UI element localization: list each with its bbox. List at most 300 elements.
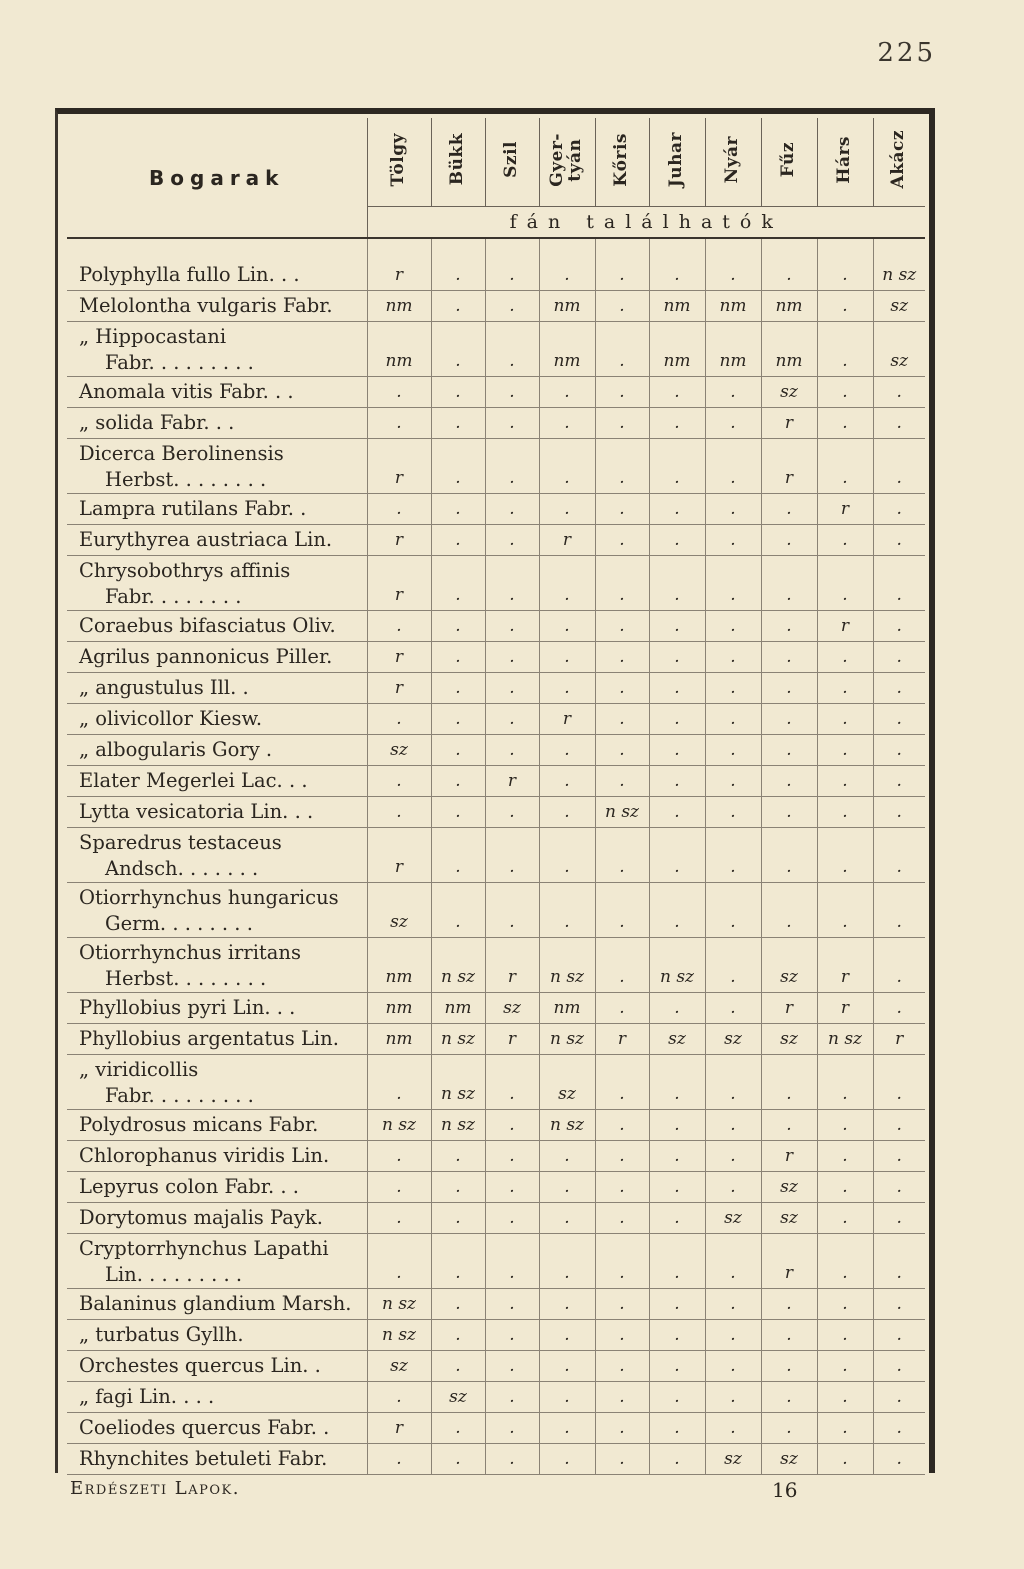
occurrence-cell: . [431, 377, 485, 408]
occurrence-cell: . [485, 797, 539, 828]
occurrence-cell: . [485, 704, 539, 735]
occurrence-cell: . [431, 828, 485, 883]
occurrence-cell: n sz [539, 1024, 595, 1055]
table-row [67, 1110, 925, 1141]
occurrence-cell: . [649, 704, 705, 735]
occurrence-cell: . [649, 1141, 705, 1172]
row-header: Bogarak [67, 118, 367, 238]
column-header-szil: Szil [485, 118, 539, 207]
species-name [67, 993, 367, 1024]
occurrence-cell: . [649, 1413, 705, 1444]
occurrence-cell: sz [367, 735, 431, 766]
species-name [67, 1110, 367, 1141]
occurrence-cell: sz [705, 1203, 761, 1234]
species-name-line: Melolontha vulgaris Fabr. [79, 294, 333, 317]
species-name-line: „ angustulus Ill. . [79, 676, 249, 699]
occurrence-cell: . [817, 1351, 873, 1382]
occurrence-cell: . [539, 1444, 595, 1475]
occurrence-cell: . [873, 1351, 925, 1382]
occurrence-cell: . [539, 797, 595, 828]
species-name-line: Phyllobius pyri Lin. . . [79, 996, 296, 1019]
occurrence-cell: . [705, 556, 761, 611]
occurrence-cell: nm [761, 322, 817, 377]
table-row [67, 735, 925, 766]
occurrence-cell: . [873, 766, 925, 797]
table-row [67, 260, 925, 291]
table-row [67, 1234, 925, 1289]
occurrence-cell: . [485, 1382, 539, 1413]
occurrence-cell: . [705, 828, 761, 883]
occurrence-cell: r [485, 938, 539, 993]
species-name-line-2: Herbst. . . . . . . . [105, 967, 267, 990]
species-name-line: Rhynchites betuleti Fabr. [79, 1447, 328, 1470]
occurrence-cell: nm [705, 322, 761, 377]
occurrence-cell: . [873, 1444, 925, 1475]
occurrence-cell: . [705, 1382, 761, 1413]
species-name [67, 494, 367, 525]
table-row [67, 938, 925, 993]
occurrence-cell: n sz [431, 1055, 485, 1110]
occurrence-cell: nm [367, 291, 431, 322]
occurrence-cell: . [595, 322, 649, 377]
occurrence-cell: . [705, 525, 761, 556]
occurrence-cell: . [761, 611, 817, 642]
occurrence-cell: . [705, 993, 761, 1024]
occurrence-cell: . [705, 1055, 761, 1110]
occurrence-cell: . [539, 1351, 595, 1382]
occurrence-cell: . [539, 1172, 595, 1203]
table-row [67, 1351, 925, 1382]
occurrence-cell: . [761, 494, 817, 525]
occurrence-cell: . [761, 1382, 817, 1413]
occurrence-cell: . [873, 525, 925, 556]
occurrence-cell: . [817, 704, 873, 735]
occurrence-cell: sz [367, 883, 431, 938]
species-name-line: Otiorrhynchus hungaricus [79, 886, 339, 909]
species-name-line: Coeliodes quercus Fabr. . [79, 1416, 330, 1439]
table-row [67, 1444, 925, 1475]
occurrence-cell: r [761, 408, 817, 439]
occurrence-cell: . [539, 260, 595, 291]
occurrence-cell: . [873, 828, 925, 883]
occurrence-cell: . [873, 611, 925, 642]
column-subheader: fán találhatók [367, 207, 925, 239]
occurrence-cell: r [367, 1413, 431, 1444]
species-name-line: „ fagi Lin. . . . [79, 1385, 215, 1408]
occurrence-cell: sz [873, 291, 925, 322]
occurrence-cell: . [761, 1289, 817, 1320]
occurrence-cell: . [705, 1141, 761, 1172]
occurrence-cell: . [485, 1320, 539, 1351]
occurrence-cell: . [431, 556, 485, 611]
occurrence-cell: . [595, 642, 649, 673]
occurrence-cell: . [595, 1234, 649, 1289]
species-name-line: Lampra rutilans Fabr. . [79, 497, 307, 520]
occurrence-cell: . [705, 938, 761, 993]
occurrence-cell: . [817, 1413, 873, 1444]
occurrence-cell: r [761, 1234, 817, 1289]
species-name [67, 938, 367, 993]
occurrence-cell: . [817, 797, 873, 828]
occurrence-cell: . [761, 797, 817, 828]
occurrence-cell: . [595, 1172, 649, 1203]
species-name [67, 797, 367, 828]
species-name-line-2: Herbst. . . . . . . . [105, 468, 267, 491]
occurrence-cell: nm [705, 291, 761, 322]
occurrence-cell: r [873, 1024, 925, 1055]
occurrence-cell: r [367, 260, 431, 291]
table-row [67, 1141, 925, 1172]
occurrence-cell: . [649, 828, 705, 883]
occurrence-cell: . [367, 1203, 431, 1234]
occurrence-cell: . [485, 408, 539, 439]
species-name-line: Lepyrus colon Fabr. . . [79, 1175, 299, 1198]
species-name [67, 1320, 367, 1351]
occurrence-cell: . [431, 1351, 485, 1382]
occurrence-cell: . [485, 1444, 539, 1475]
species-name [67, 611, 367, 642]
species-name [67, 377, 367, 408]
occurrence-cell: . [367, 1141, 431, 1172]
occurrence-cell: nm [367, 938, 431, 993]
occurrence-cell: . [761, 766, 817, 797]
table-row [67, 1024, 925, 1055]
occurrence-cell: . [873, 673, 925, 704]
occurrence-cell: . [431, 260, 485, 291]
occurrence-cell: . [367, 766, 431, 797]
occurrence-cell: . [431, 883, 485, 938]
table-row [67, 322, 925, 377]
species-name-line: „ solida Fabr. . . [79, 411, 235, 434]
occurrence-cell: . [817, 1234, 873, 1289]
occurrence-cell: . [431, 642, 485, 673]
species-name-line-2: Fabr. . . . . . . . . [105, 1084, 254, 1107]
occurrence-cell: . [431, 1141, 485, 1172]
occurrence-cell: sz [873, 322, 925, 377]
occurrence-cell: . [649, 673, 705, 704]
occurrence-cell: . [539, 1413, 595, 1444]
species-name [67, 1141, 367, 1172]
occurrence-cell: . [539, 1289, 595, 1320]
occurrence-cell: . [539, 439, 595, 494]
occurrence-cell: . [595, 1289, 649, 1320]
species-name-line: Orchestes quercus Lin. . [79, 1354, 321, 1377]
occurrence-cell: . [595, 291, 649, 322]
occurrence-cell: . [817, 1110, 873, 1141]
occurrence-cell: . [761, 883, 817, 938]
occurrence-cell: sz [761, 1203, 817, 1234]
species-name [67, 1234, 367, 1289]
table-row [67, 883, 925, 938]
occurrence-cell: sz [761, 1024, 817, 1055]
occurrence-cell: sz [761, 1172, 817, 1203]
occurrence-cell: . [705, 766, 761, 797]
species-name-line: Sparedrus testaceus [79, 831, 282, 854]
occurrence-cell: n sz [367, 1289, 431, 1320]
occurrence-cell: . [649, 439, 705, 494]
occurrence-cell: . [705, 260, 761, 291]
occurrence-cell: . [595, 377, 649, 408]
occurrence-cell: . [705, 1234, 761, 1289]
occurrence-cell: . [873, 1234, 925, 1289]
occurrence-cell: . [367, 1055, 431, 1110]
occurrence-cell: r [761, 439, 817, 494]
occurrence-cell: . [367, 1444, 431, 1475]
occurrence-cell: . [431, 766, 485, 797]
occurrence-cell: . [485, 322, 539, 377]
occurrence-cell: . [539, 611, 595, 642]
occurrence-cell: . [367, 704, 431, 735]
species-name [67, 1172, 367, 1203]
occurrence-cell: . [485, 1234, 539, 1289]
occurrence-cell: . [761, 673, 817, 704]
occurrence-cell: . [705, 1320, 761, 1351]
species-name [67, 408, 367, 439]
occurrence-cell: r [485, 1024, 539, 1055]
table-row [67, 408, 925, 439]
occurrence-cell: sz [539, 1055, 595, 1110]
occurrence-cell: sz [705, 1444, 761, 1475]
occurrence-cell: . [367, 494, 431, 525]
occurrence-cell: . [761, 260, 817, 291]
species-name-line: „ olivicollor Kiesw. [79, 707, 263, 730]
occurrence-cell: . [817, 322, 873, 377]
occurrence-cell: . [817, 673, 873, 704]
occurrence-cell: nm [367, 993, 431, 1024]
occurrence-cell: . [817, 556, 873, 611]
occurrence-cell: . [649, 766, 705, 797]
occurrence-cell: . [817, 883, 873, 938]
table-row [67, 1413, 925, 1444]
occurrence-cell: r [761, 1141, 817, 1172]
occurrence-cell: n sz [817, 1024, 873, 1055]
occurrence-cell: . [539, 408, 595, 439]
occurrence-cell: . [705, 377, 761, 408]
occurrence-cell: . [873, 1055, 925, 1110]
occurrence-cell: . [761, 828, 817, 883]
occurrence-cell: . [705, 1413, 761, 1444]
occurrence-cell: . [649, 1234, 705, 1289]
occurrence-cell: . [485, 291, 539, 322]
table-row [67, 1382, 925, 1413]
occurrence-cell: sz [761, 377, 817, 408]
species-name [67, 828, 367, 883]
occurrence-cell: . [595, 1110, 649, 1141]
occurrence-cell: . [539, 883, 595, 938]
occurrence-cell: . [595, 704, 649, 735]
occurrence-cell: . [817, 291, 873, 322]
occurrence-cell: . [431, 797, 485, 828]
occurrence-cell: . [873, 1110, 925, 1141]
species-name-line-2: Fabr. . . . . . . . [105, 585, 242, 608]
occurrence-cell: . [539, 556, 595, 611]
occurrence-cell: nm [539, 291, 595, 322]
occurrence-cell: r [367, 828, 431, 883]
occurrence-cell: . [539, 735, 595, 766]
species-name-line: Phyllobius argentatus Lin. [79, 1027, 339, 1050]
occurrence-cell: r [367, 642, 431, 673]
species-name-line: Elater Megerlei Lac. . . [79, 769, 308, 792]
occurrence-cell: . [367, 1172, 431, 1203]
occurrence-cell: n sz [367, 1320, 431, 1351]
occurrence-cell: . [705, 1172, 761, 1203]
occurrence-cell: . [595, 611, 649, 642]
page-number: 225 [877, 38, 936, 68]
occurrence-cell: . [873, 408, 925, 439]
occurrence-cell: sz [431, 1382, 485, 1413]
occurrence-cell: . [539, 673, 595, 704]
occurrence-cell: sz [761, 938, 817, 993]
table-row [67, 377, 925, 408]
species-name [67, 766, 367, 797]
occurrence-cell: nm [431, 993, 485, 1024]
occurrence-cell: . [761, 642, 817, 673]
species-name [67, 291, 367, 322]
sheet-number: 16 [772, 1478, 798, 1502]
occurrence-cell: . [431, 704, 485, 735]
occurrence-cell: . [595, 1444, 649, 1475]
occurrence-cell: . [817, 260, 873, 291]
occurrence-cell: nm [761, 291, 817, 322]
occurrence-cell: nm [367, 1024, 431, 1055]
occurrence-cell: . [431, 1320, 485, 1351]
occurrence-cell: . [761, 704, 817, 735]
table-row [67, 828, 925, 883]
occurrence-cell: . [873, 494, 925, 525]
species-name [67, 1055, 367, 1110]
occurrence-cell: . [817, 1141, 873, 1172]
occurrence-cell: . [873, 1320, 925, 1351]
occurrence-cell: . [485, 828, 539, 883]
occurrence-cell: . [595, 525, 649, 556]
occurrence-cell: . [485, 1413, 539, 1444]
species-name-line: Dorytomus majalis Payk. [79, 1206, 323, 1229]
occurrence-cell: r [367, 673, 431, 704]
occurrence-cell: . [817, 735, 873, 766]
occurrence-cell: . [705, 611, 761, 642]
occurrence-cell: . [761, 1055, 817, 1110]
occurrence-cell: . [817, 642, 873, 673]
occurrence-cell: . [485, 260, 539, 291]
species-name-line-2: Andsch. . . . . . . [105, 857, 259, 880]
table-row [67, 1320, 925, 1351]
species-name [67, 1203, 367, 1234]
occurrence-cell: . [595, 673, 649, 704]
occurrence-cell: . [431, 1444, 485, 1475]
table-row [67, 1289, 925, 1320]
occurrence-cell: . [431, 1234, 485, 1289]
species-name [67, 883, 367, 938]
occurrence-cell: . [649, 1444, 705, 1475]
species-name-line-2: Fabr. . . . . . . . . [105, 351, 254, 374]
occurrence-cell: . [649, 611, 705, 642]
occurrence-cell: . [649, 1320, 705, 1351]
occurrence-cell: . [705, 797, 761, 828]
occurrence-cell: . [873, 1289, 925, 1320]
occurrence-cell: . [485, 642, 539, 673]
occurrence-cell: . [485, 525, 539, 556]
table-row [67, 525, 925, 556]
species-name-line: Chrysobothrys affinis [79, 559, 291, 582]
column-header-juhar: Juhar [649, 118, 705, 207]
occurrence-cell: . [705, 704, 761, 735]
column-header-hars: Hárs [817, 118, 873, 207]
occurrence-cell: r [539, 704, 595, 735]
occurrence-cell: . [873, 1413, 925, 1444]
species-name-line-2: Lin. . . . . . . . . [105, 1263, 243, 1286]
species-name-line: Polydrosus micans Fabr. [79, 1113, 319, 1136]
species-name [67, 439, 367, 494]
occurrence-cell: . [367, 408, 431, 439]
occurrence-cell: . [431, 735, 485, 766]
table-row [67, 494, 925, 525]
occurrence-cell: . [649, 1382, 705, 1413]
occurrence-cell: . [595, 1351, 649, 1382]
occurrence-cell: . [595, 883, 649, 938]
occurrence-cell: . [485, 611, 539, 642]
occurrence-cell: . [817, 766, 873, 797]
species-name [67, 642, 367, 673]
column-header-gyertyan: Gyer- tyán [539, 118, 595, 207]
occurrence-cell: r [817, 938, 873, 993]
occurrence-cell: n sz [431, 1110, 485, 1141]
occurrence-cell: . [485, 1141, 539, 1172]
occurrence-cell: . [595, 556, 649, 611]
species-name [67, 1413, 367, 1444]
occurrence-cell: nm [649, 322, 705, 377]
occurrence-cell: . [705, 673, 761, 704]
species-name-line: Otiorrhynchus irritans [79, 941, 301, 964]
column-header-nyar: Nyár [705, 118, 761, 207]
occurrence-cell: . [873, 1141, 925, 1172]
species-name-line: „ turbatus Gyllh. [79, 1323, 244, 1346]
occurrence-cell: . [873, 556, 925, 611]
occurrence-cell: . [431, 408, 485, 439]
table-row [67, 1055, 925, 1110]
occurrence-cell: nm [367, 322, 431, 377]
occurrence-cell: . [649, 642, 705, 673]
occurrence-cell: . [485, 1351, 539, 1382]
occurrence-cell: n sz [595, 797, 649, 828]
occurrence-cell: . [817, 1444, 873, 1475]
occurrence-cell: . [873, 1203, 925, 1234]
occurrence-cell: . [431, 525, 485, 556]
occurrence-cell: . [539, 1141, 595, 1172]
occurrence-cell: . [539, 494, 595, 525]
species-name [67, 1351, 367, 1382]
species-name [67, 1289, 367, 1320]
occurrence-cell: . [873, 735, 925, 766]
species-name-line: „ Hippocastani [79, 325, 227, 348]
occurrence-cell: . [705, 1110, 761, 1141]
occurrence-cell: r [485, 766, 539, 797]
occurrence-cell: . [873, 704, 925, 735]
occurrence-cell: . [873, 1172, 925, 1203]
occurrence-cell: r [367, 556, 431, 611]
occurrence-cell: . [817, 377, 873, 408]
occurrence-cell: . [595, 494, 649, 525]
occurrence-cell: . [595, 408, 649, 439]
species-name [67, 525, 367, 556]
occurrence-cell: . [761, 735, 817, 766]
species-name [67, 322, 367, 377]
occurrence-cell: sz [761, 1444, 817, 1475]
occurrence-cell: . [595, 1203, 649, 1234]
occurrence-cell: . [595, 735, 649, 766]
occurrence-cell: . [595, 993, 649, 1024]
species-name-line: Chlorophanus viridis Lin. [79, 1144, 330, 1167]
occurrence-cell: . [649, 1110, 705, 1141]
